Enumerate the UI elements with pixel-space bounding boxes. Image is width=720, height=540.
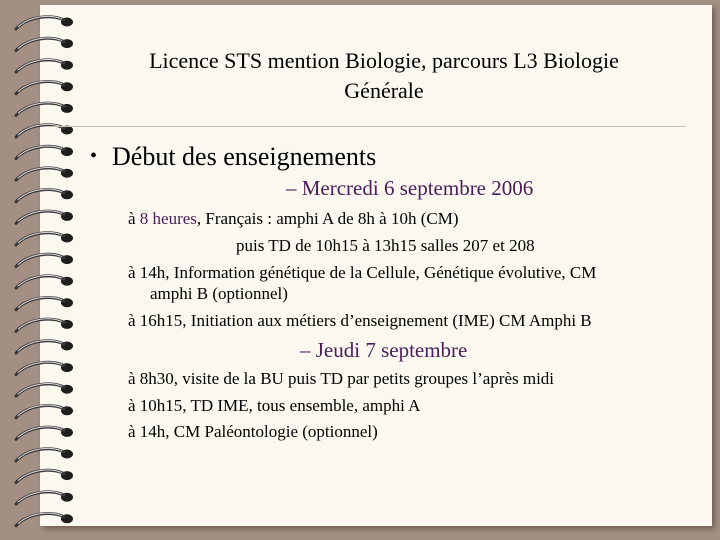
binding-ring [16,38,73,51]
bullet-dot-icon: • [90,145,98,167]
binding-ring [16,103,73,116]
binding-ring [16,146,73,159]
bullet-item [90,142,376,172]
binding-ring [16,319,73,332]
binding-ring [16,276,73,289]
day1-line-2: puis TD de 10h15 à 13h15 salles 207 et 208 [236,236,535,255]
day1-line-1-time: 8 heures [139,209,197,228]
bullet-text: Début des enseignements [112,142,377,171]
binding-ring [16,16,73,29]
day1-line-1 [128,209,459,229]
day2-line-1: à 8h30, visite de la BU puis TD par petits groupes l’après midi [128,369,555,388]
binding-ring [16,448,73,461]
day2-line-2: à 10h15, TD IME, tous ensemble, amphi A [128,396,421,415]
binding-ring [16,340,73,353]
binding-ring [16,384,73,397]
day1-heading: – Mercredi 6 septembre 2006 [286,176,534,200]
binding-ring [16,427,73,440]
title-line-1: Licence STS mention Biologie, parcours L3 Biologie [149,48,619,73]
day1-line-4: amphi B (optionnel) [150,284,288,303]
binding-ring [16,492,73,505]
day1-line-1-rest: , Français : amphi A de 8h à 10h (CM) [196,209,459,228]
spiral-binding-icon [0,0,80,540]
binding-ring [16,168,73,181]
day2-heading: – Jeudi 7 septembre [300,338,468,362]
binding-ring [16,513,73,526]
binding-ring [16,81,73,94]
binding-ring [16,297,73,310]
binding-ring [16,470,73,483]
day2-line-3: à 14h, CM Paléontologie (optionnel) [128,422,378,441]
slide-title [97,46,671,106]
day1-line-3: à 14h, Information génétique de la Cellule, Génétique évolutive, CM [128,263,597,282]
title-line-2: Générale [344,78,424,103]
binding-ring [16,362,73,375]
day1-line-5: à 16h15, Initiation aux métiers d’enseignement (IME) CM Amphi B [128,311,592,330]
binding-ring [16,60,73,73]
binding-ring [16,254,73,267]
binding-ring [16,189,73,202]
title-divider [48,126,686,127]
binding-ring [16,211,73,224]
binding-ring [16,232,73,245]
day1-line-1-prefix: à [128,209,140,228]
binding-ring [16,405,73,418]
